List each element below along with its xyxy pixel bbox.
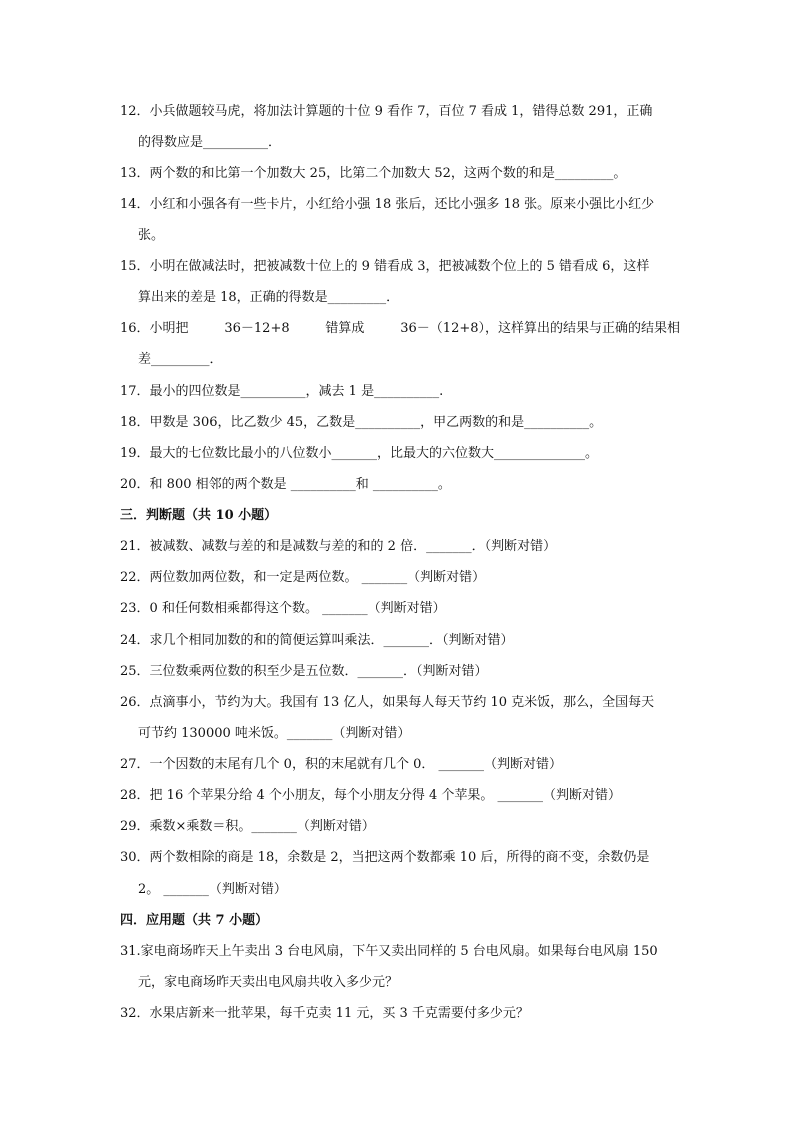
question-30-line-2: 2。 _______（判断对错） bbox=[138, 882, 287, 897]
question-12-line-1: 12．小兵做题较马虎，将加法计算题的十位 9 看作 7，百位 7 看成 1，错得总数 291，正确 bbox=[120, 104, 653, 119]
question-15-line-2: 算出来的差是 18，正确的得数是_________． bbox=[138, 290, 400, 305]
question-14-line-1: 14．小红和小强各有一些卡片，小红给小强 18 张后，还比小强多 18 张。原来小强比小红少 bbox=[120, 197, 655, 212]
question-15-line-1: 15．小明在做减法时，把被减数十位上的 9 错看成 3，把被减数个位上的 5 错看成 6，这样 bbox=[120, 259, 650, 274]
question-22-line: 22．两位数加两位数，和一定是两位数。 _______（判断对错） bbox=[120, 570, 486, 585]
question-27-line: 27．一个因数的末尾有几个 0，积的末尾就有几个 0． _______（判断对错） bbox=[120, 757, 562, 772]
question-21-line: 21．被减数、减数与差的和是减数与差的和的 2 倍．_______．（判断对错） bbox=[120, 539, 557, 554]
question-29-line: 29．乘数×乘数＝积。_______（判断对错） bbox=[120, 819, 375, 834]
question-16-segment: 36－12+8 bbox=[224, 321, 290, 336]
question-28-line: 28．把 16 个苹果分给 4 个小朋友，每个小朋友分得 4 个苹果。 _______（判断对错） bbox=[120, 788, 622, 803]
question-14-line-2: 张。 bbox=[138, 228, 165, 243]
question-16-segment: 16．小明把 bbox=[120, 321, 189, 336]
question-31-line-1: 31.家电商场昨天上午卖出 3 台电风扇，下午又卖出同样的 5 台电风扇。如果每台电风扇 150 bbox=[120, 944, 658, 959]
section-heading-judgement: 三．判断题（共 10 小题） bbox=[120, 508, 278, 523]
question-32-line: 32．水果店新来一批苹果，每千克卖 11 元，买 3 千克需要付多少元？ bbox=[120, 1006, 529, 1021]
question-13-line: 13．两个数的和比第一个加数大 25，比第二个加数大 52，这两个数的和是_________。 bbox=[120, 166, 627, 181]
question-16-segment: 36－（12+8），这样算出的结果与正确的结果相 bbox=[400, 321, 680, 336]
question-16-segment: 错算成 bbox=[325, 321, 365, 336]
question-17-line: 17．最小的四位数是__________，减去 1 是__________. bbox=[120, 384, 444, 399]
question-18-line: 18．甲数是 306，比乙数少 45，乙数是__________，甲乙两数的和是__________。 bbox=[120, 415, 603, 430]
question-31-line-2: 元，家电商场昨天卖出电风扇共收入多少元？ bbox=[138, 975, 399, 990]
question-20-line: 20．和 800 相邻的两个数是 __________和 __________。 bbox=[120, 477, 451, 492]
question-26-line-2: 可节约 130000 吨米饭。_______（判断对错） bbox=[138, 726, 411, 741]
question-12-line-2: 的得数应是__________． bbox=[138, 135, 282, 150]
question-26-line-1: 26．点滴事小，节约为大。我国有 13 亿人，如果每人每天节约 10 克米饭，那么，全国每天 bbox=[120, 695, 655, 710]
question-16-line-2: 差_________． bbox=[138, 352, 223, 367]
section-heading-application: 四．应用题（共 7 小题） bbox=[120, 913, 269, 928]
question-24-line: 24．求几个相同加数的和的简便运算叫乘法．_______．（判断对错） bbox=[120, 633, 514, 648]
question-23-line: 23．0 和任何数相乘都得这个数。 _______（判断对错） bbox=[120, 601, 446, 616]
question-25-line: 25．三位数乘两位数的积至少是五位数．_______．（判断对错） bbox=[120, 664, 488, 679]
question-16-line-1 bbox=[120, 321, 680, 337]
question-19-line: 19．最大的七位数比最小的八位数小_______，比最大的六位数大______________。 bbox=[120, 446, 599, 461]
question-30-line-1: 30．两个数相除的商是 18，余数是 2，当把这两个数都乘 10 后，所得的商不变，余数仍是 bbox=[120, 850, 650, 865]
